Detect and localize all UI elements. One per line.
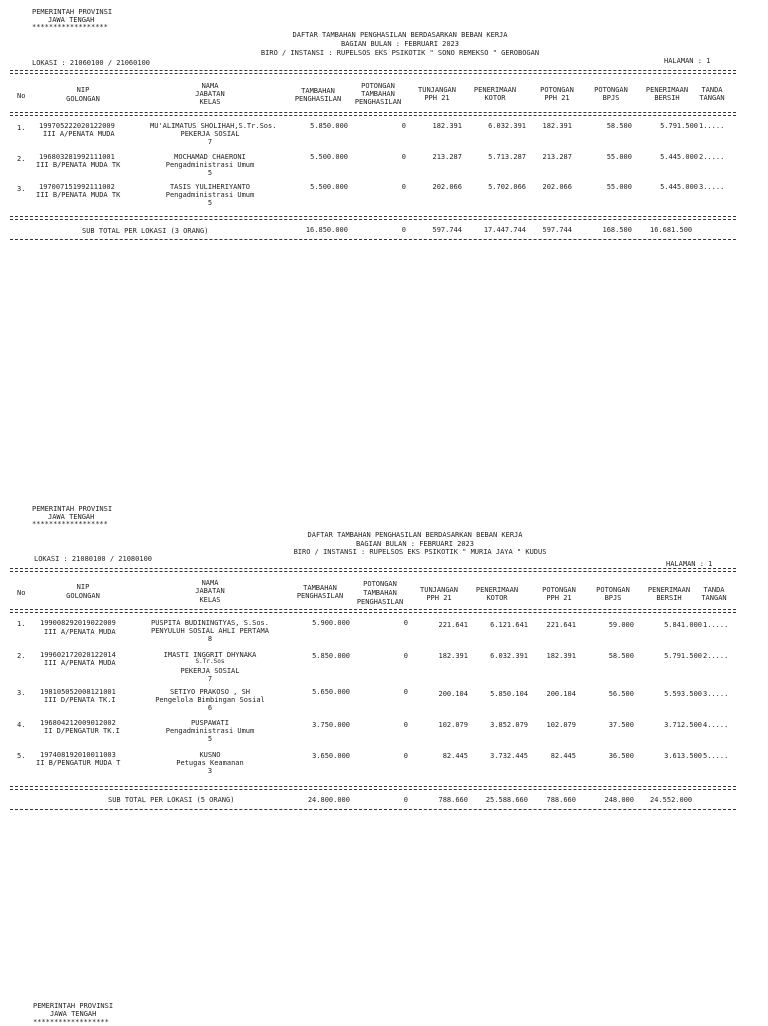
subtotal-pph: 597.744	[542, 226, 572, 234]
report-period: BAGIAN BULAN : FEBRUARI 2023	[355, 540, 474, 548]
footer-rule	[10, 239, 736, 240]
column-rule	[10, 112, 736, 116]
row-nip: 196803281992111001	[39, 153, 115, 161]
col-potongan-2: TAMBAHAN	[363, 589, 397, 597]
col-nama: NAMA	[201, 82, 219, 90]
row-bpjs: 55.000	[606, 153, 632, 161]
col-potongan-3: PENGHASILAN	[354, 98, 402, 106]
row-bersih: 3.712.500	[664, 721, 702, 729]
row-bersih: 5.791.500	[664, 652, 702, 660]
row-tunjangan: 182.391	[432, 122, 462, 130]
col-tanda-2: TANGAN	[699, 94, 725, 102]
col-tanda: TANDA	[701, 86, 723, 94]
row-golongan: III A/PENATA MUDA	[44, 659, 116, 667]
col-bersih: PENERIMAAN	[647, 586, 691, 594]
row-kotor: 3.852.079	[490, 721, 528, 729]
subtotal-kotor: 25.588.660	[485, 796, 528, 804]
row-golongan: II B/PENGATUR MUDA T	[36, 759, 121, 767]
row-pph: 213.287	[542, 153, 572, 161]
row-nip: 199008292019022009	[40, 619, 116, 627]
subtotal-label: SUB TOTAL PER LOKASI (5 ORANG)	[108, 796, 235, 804]
row-no: 3.	[17, 689, 26, 697]
row-tambahan: 5.900.000	[312, 619, 350, 627]
row-jabatan: Petugas Keamanan	[176, 759, 244, 767]
row-bpjs: 56.500	[608, 690, 634, 698]
row-tunjangan: 202.066	[432, 183, 462, 191]
col-bpjs-2: BPJS	[602, 94, 620, 102]
row-nip: 199705222020122009	[39, 122, 115, 130]
row-pph: 200.104	[546, 690, 576, 698]
row-bpjs: 37.500	[608, 721, 634, 729]
row-tambahan: 5.850.000	[310, 122, 348, 130]
report-institution: BIRO / INSTANSI : RUPELSOS EKS PSIKOTIK " SONO REMEKSO " GEROBOGAN	[260, 49, 540, 57]
col-kotor-2: KOTOR	[484, 94, 506, 102]
row-tunjangan: 182.391	[438, 652, 468, 660]
row-tambahan: 5.500.000	[310, 183, 348, 191]
row-potongan: 0	[401, 183, 406, 191]
subtotal-bpjs: 168.500	[602, 226, 632, 234]
row-jabatan-degree: S.Tr.Sos	[195, 658, 225, 665]
org-name: PEMERINTAH PROVINSI	[33, 1002, 114, 1010]
col-kelas: KELAS	[199, 596, 221, 604]
col-pot-pph-2: PPH 21	[546, 594, 572, 602]
col-nip: NIP	[76, 583, 90, 591]
col-tanda-2: TANGAN	[701, 594, 727, 602]
row-potongan: 0	[401, 153, 406, 161]
subtotal-label: SUB TOTAL PER LOKASI (3 ORANG)	[82, 227, 209, 235]
row-nama: MOCHAMAD CHAERONI	[174, 153, 246, 161]
row-golongan: III D/PENATA TK.I	[44, 696, 116, 704]
row-jabatan: PEKERJA SOSIAL	[180, 130, 240, 138]
org-stars: ******************	[32, 520, 108, 528]
col-bpjs: POTONGAN	[594, 86, 628, 94]
row-bersih: 5.445.000	[660, 153, 698, 161]
col-bpjs-2: BPJS	[604, 594, 622, 602]
report-title: DAFTAR TAMBAHAN PENGHASILAN BERDASARKAN BEBAN KERJA	[307, 531, 523, 539]
row-golongan: III B/PENATA MUDA TK	[36, 161, 121, 169]
report-institution: BIRO / INSTANSI : RUPELSOS EKS PSIKOTIK " MURIA JAYA " KUDUS	[293, 548, 547, 556]
row-no: 4.	[17, 721, 26, 729]
row-jabatan: Pengelola Bimbingan Sosial	[155, 696, 265, 704]
row-kelas: 5	[207, 169, 213, 177]
org-name: PEMERINTAH PROVINSI	[32, 8, 113, 16]
row-nama: SETIYO PRAKOSO , SH	[169, 688, 251, 696]
org-province: JAWA TENGAH	[48, 513, 95, 521]
subtotal-tunjangan: 597.744	[432, 226, 462, 234]
row-tanda: 3.....	[699, 183, 725, 191]
row-kotor: 5.713.287	[488, 153, 526, 161]
row-golongan: III B/PENATA MUDA TK	[36, 191, 121, 199]
row-tanda: 2.....	[699, 153, 725, 161]
col-nip: NIP	[76, 86, 90, 94]
row-pph: 182.391	[542, 122, 572, 130]
row-pph: 221.641	[546, 621, 576, 629]
row-kelas: 3	[207, 767, 213, 775]
row-tanda: 3.....	[703, 690, 729, 698]
row-no: 2.	[17, 652, 26, 660]
row-tanda: 1.....	[703, 621, 729, 629]
row-tunjangan: 102.079	[438, 721, 468, 729]
row-potongan: 0	[401, 122, 406, 130]
subtotal-potongan: 0	[401, 226, 406, 234]
row-pph: 102.079	[546, 721, 576, 729]
row-nama: PUSPITA BUDININGTYAS, S.Sos.	[150, 619, 269, 627]
col-bpjs: POTONGAN	[596, 586, 630, 594]
row-bpjs: 59.000	[608, 621, 634, 629]
row-kelas: 6	[207, 704, 213, 712]
header-rule	[10, 568, 736, 572]
row-no: 1.	[17, 620, 26, 628]
row-potongan: 0	[403, 721, 408, 729]
row-nip: 197408192010011003	[40, 751, 116, 759]
row-kotor: 6.121.641	[490, 621, 528, 629]
subtotal-rule	[10, 216, 736, 220]
row-kelas: 7	[207, 675, 213, 683]
row-tambahan: 5.650.000	[312, 688, 350, 696]
row-tunjangan: 200.104	[438, 690, 468, 698]
row-tanda: 5.....	[703, 752, 729, 760]
row-bersih: 3.613.500	[664, 752, 702, 760]
row-kotor: 3.732.445	[490, 752, 528, 760]
row-nama: IMASTI INGGRIT DHYNAKA	[163, 651, 257, 659]
row-golongan: II D/PENGATUR TK.I	[44, 727, 120, 735]
col-pot-pph: POTONGAN	[542, 586, 576, 594]
row-jabatan: PEKERJA SOSIAL	[180, 667, 240, 675]
col-tunjangan-2: PPH 21	[426, 594, 452, 602]
org-stars: ******************	[33, 1018, 109, 1026]
row-bpjs: 58.500	[606, 122, 632, 130]
row-kelas: 5	[207, 735, 213, 743]
row-pph: 202.066	[542, 183, 572, 191]
row-pph: 182.391	[546, 652, 576, 660]
row-jabatan: Pengadministrasi Umum	[165, 191, 255, 199]
row-tunjangan: 82.445	[442, 752, 468, 760]
row-kotor: 5.702.066	[488, 183, 526, 191]
col-golongan: GOLONGAN	[66, 592, 100, 600]
col-potongan-3: PENGHASILAN	[356, 598, 404, 606]
org-stars: ******************	[32, 23, 108, 31]
row-kelas: 5	[207, 199, 213, 207]
row-golongan: III A/PENATA MUDA	[44, 628, 116, 636]
col-no: No	[17, 92, 26, 100]
col-bersih: PENERIMAAN	[645, 86, 689, 94]
col-tunjangan: TUNJANGAN	[418, 86, 456, 94]
col-tunjangan-2: PPH 21	[424, 94, 450, 102]
col-kotor: PENERIMAAN	[473, 86, 517, 94]
column-rule	[10, 609, 736, 613]
row-bpjs: 58.500	[608, 652, 634, 660]
col-tambahan: TAMBAHAN	[301, 87, 335, 95]
row-nama: KUSNO	[199, 751, 221, 759]
col-kelas: KELAS	[199, 98, 221, 106]
row-no: 1.	[17, 124, 26, 132]
row-jabatan: Pengadministrasi Umum	[165, 161, 255, 169]
report-location: LOKASI : 21080100 / 21080100	[34, 555, 153, 563]
col-nama: NAMA	[201, 579, 219, 587]
row-tambahan: 3.650.000	[312, 752, 350, 760]
col-kotor-2: KOTOR	[486, 594, 508, 602]
col-no: No	[17, 589, 26, 597]
subtotal-potongan: 0	[403, 796, 408, 804]
col-pot-pph-2: PPH 21	[544, 94, 570, 102]
report-period: BAGIAN BULAN : FEBRUARI 2023	[340, 40, 459, 48]
row-potongan: 0	[403, 619, 408, 627]
row-nama: TASIS YULIHERIYANTO	[169, 183, 251, 191]
row-tanda: 4.....	[703, 721, 729, 729]
subtotal-bersih: 24.552.000	[650, 796, 693, 804]
subtotal-pph: 788.660	[546, 796, 576, 804]
row-nip: 198105052008121001	[40, 688, 116, 696]
col-pot-pph: POTONGAN	[540, 86, 574, 94]
col-kotor: PENERIMAAN	[475, 586, 519, 594]
col-tambahan: TAMBAHAN	[303, 584, 337, 592]
subtotal-tambahan: 16.850.000	[305, 226, 348, 234]
row-potongan: 0	[403, 652, 408, 660]
report-location: LOKASI : 21060100 / 21060100	[32, 59, 151, 67]
subtotal-bpjs: 248.000	[604, 796, 634, 804]
row-tunjangan: 221.641	[438, 621, 468, 629]
row-potongan: 0	[403, 688, 408, 696]
org-province: JAWA TENGAH	[48, 16, 95, 24]
row-tambahan: 3.750.000	[312, 721, 350, 729]
row-tambahan: 5.850.000	[312, 652, 350, 660]
row-tanda: 2.....	[703, 652, 729, 660]
footer-rule	[10, 809, 736, 810]
row-nip: 196804212009012002	[40, 719, 116, 727]
row-tunjangan: 213.287	[432, 153, 462, 161]
col-tunjangan: TUNJANGAN	[420, 586, 458, 594]
row-no: 2.	[17, 155, 26, 163]
col-tambahan-2: PENGHASILAN	[296, 592, 344, 600]
row-nama: MU'ALIMATUS SHOLIHAH,S.Tr.Sos.	[150, 122, 277, 130]
row-bpjs: 55.000	[606, 183, 632, 191]
row-bersih: 5.841.000	[664, 621, 702, 629]
col-potongan-2: TAMBAHAN	[361, 90, 395, 98]
row-nip: 197007151992111002	[39, 183, 115, 191]
col-bersih-2: BERSIH	[656, 594, 682, 602]
col-tanda: TANDA	[703, 586, 725, 594]
row-bersih: 5.791.500	[660, 122, 698, 130]
row-nama: PUSPAWATI	[191, 719, 229, 727]
row-kotor: 5.850.104	[490, 690, 528, 698]
col-jabatan: JABATAN	[195, 90, 225, 98]
header-rule	[10, 70, 736, 74]
row-bersih: 5.445.000	[660, 183, 698, 191]
row-pph: 82.445	[550, 752, 576, 760]
row-no: 3.	[17, 185, 26, 193]
row-tanda: 1.....	[699, 122, 725, 130]
report-page: HALAMAN : 1	[664, 57, 711, 65]
org-name: PEMERINTAH PROVINSI	[32, 505, 113, 513]
row-kelas: 8	[207, 635, 213, 643]
row-kotor: 6.032.391	[490, 652, 528, 660]
row-bpjs: 36.500	[608, 752, 634, 760]
subtotal-bersih: 16.681.500	[650, 226, 693, 234]
col-golongan: GOLONGAN	[66, 95, 100, 103]
col-tambahan-2: PENGHASILAN	[294, 95, 342, 103]
col-bersih-2: BERSIH	[654, 94, 680, 102]
subtotal-kotor: 17.447.744	[483, 226, 526, 234]
row-no: 5.	[17, 752, 26, 760]
row-jabatan: PENYULUH SOSIAL AHLI PERTAMA	[150, 627, 269, 635]
row-potongan: 0	[403, 752, 408, 760]
col-potongan: POTONGAN	[361, 82, 395, 90]
row-nip: 199602172020122014	[40, 651, 116, 659]
subtotal-tunjangan: 788.660	[438, 796, 468, 804]
row-bersih: 5.593.500	[664, 690, 702, 698]
subtotal-tambahan: 24.800.000	[307, 796, 350, 804]
row-tambahan: 5.500.000	[310, 153, 348, 161]
subtotal-rule	[10, 786, 736, 790]
row-kotor: 6.032.391	[488, 122, 526, 130]
row-jabatan: Pengadministrasi Umum	[165, 727, 255, 735]
col-potongan: POTONGAN	[363, 580, 397, 588]
row-kelas: 7	[207, 138, 213, 146]
col-jabatan: JABATAN	[195, 587, 225, 595]
org-province: JAWA TENGAH	[50, 1010, 97, 1018]
row-golongan: III A/PENATA MUDA	[43, 130, 115, 138]
report-title: DAFTAR TAMBAHAN PENGHASILAN BERDASARKAN BEBAN KERJA	[292, 31, 508, 39]
report-page: HALAMAN : 1	[666, 560, 713, 568]
